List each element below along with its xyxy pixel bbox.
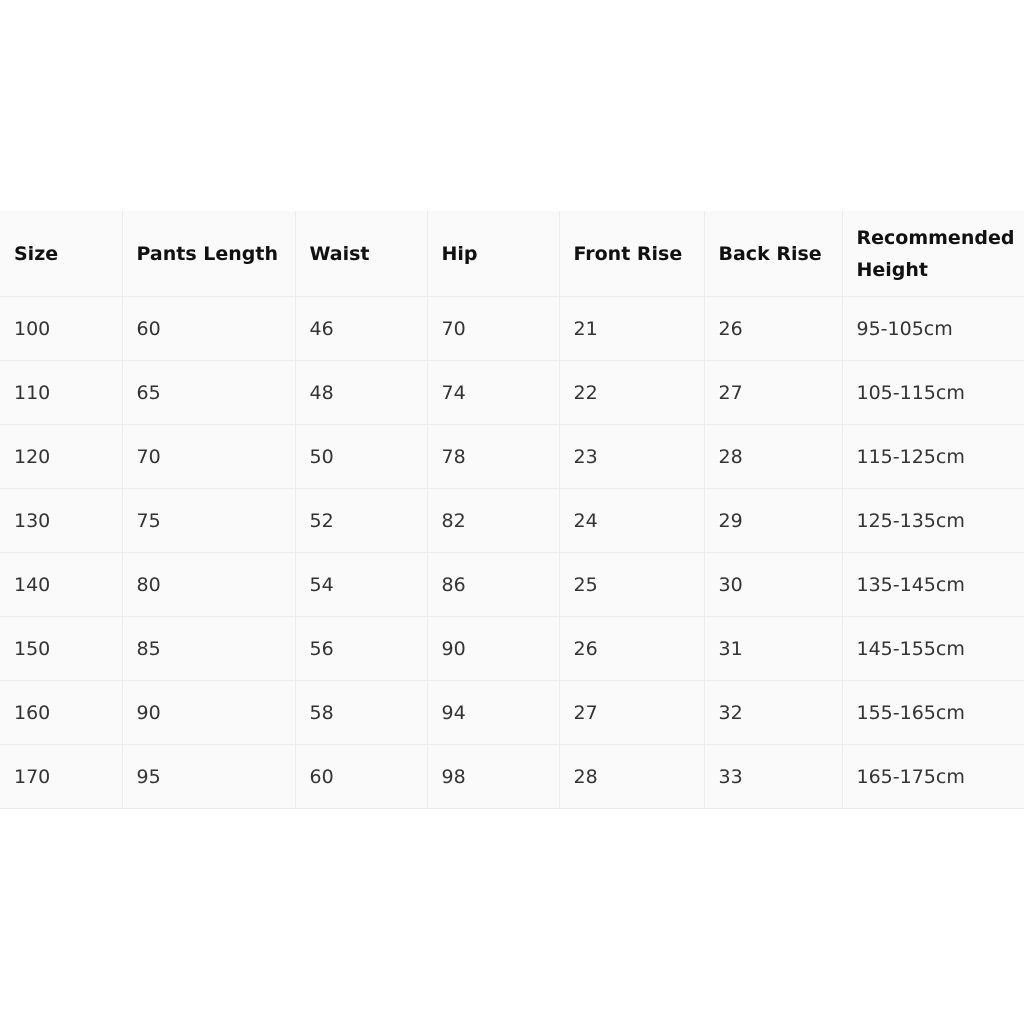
table-header: [0, 211, 1024, 297]
cell-recommended-height: 155-165cm: [842, 681, 1024, 745]
cell-front-rise: 23: [559, 425, 704, 489]
table-row: [0, 361, 1024, 425]
cell-front-rise: 24: [559, 489, 704, 553]
header-hip: Hip: [427, 211, 559, 297]
cell-recommended-height: 145-155cm: [842, 617, 1024, 681]
header-recommended-height: Recommended Height: [842, 211, 1024, 297]
cell-hip: 74: [427, 361, 559, 425]
cell-size: 100: [0, 297, 122, 361]
cell-waist: 48: [295, 361, 427, 425]
table-row: [0, 681, 1024, 745]
cell-waist: 58: [295, 681, 427, 745]
cell-pants-length: 75: [122, 489, 295, 553]
cell-hip: 94: [427, 681, 559, 745]
header-front-rise: Front Rise: [559, 211, 704, 297]
table-row: [0, 489, 1024, 553]
cell-recommended-height: 95-105cm: [842, 297, 1024, 361]
cell-back-rise: 27: [704, 361, 842, 425]
table-row: [0, 425, 1024, 489]
cell-pants-length: 70: [122, 425, 295, 489]
cell-size: 170: [0, 745, 122, 809]
cell-back-rise: 30: [704, 553, 842, 617]
table-row: [0, 617, 1024, 681]
cell-pants-length: 95: [122, 745, 295, 809]
cell-pants-length: 90: [122, 681, 295, 745]
cell-size: 130: [0, 489, 122, 553]
cell-pants-length: 65: [122, 361, 295, 425]
cell-size: 120: [0, 425, 122, 489]
cell-hip: 70: [427, 297, 559, 361]
cell-back-rise: 33: [704, 745, 842, 809]
cell-hip: 98: [427, 745, 559, 809]
cell-waist: 52: [295, 489, 427, 553]
cell-back-rise: 32: [704, 681, 842, 745]
cell-front-rise: 27: [559, 681, 704, 745]
header-pants-length: Pants Length: [122, 211, 295, 297]
cell-front-rise: 26: [559, 617, 704, 681]
cell-size: 160: [0, 681, 122, 745]
cell-recommended-height: 125-135cm: [842, 489, 1024, 553]
cell-pants-length: 80: [122, 553, 295, 617]
cell-hip: 86: [427, 553, 559, 617]
cell-front-rise: 21: [559, 297, 704, 361]
cell-hip: 78: [427, 425, 559, 489]
cell-back-rise: 31: [704, 617, 842, 681]
cell-waist: 60: [295, 745, 427, 809]
cell-front-rise: 25: [559, 553, 704, 617]
cell-waist: 46: [295, 297, 427, 361]
header-row: [0, 211, 1024, 297]
header-size: Size: [0, 211, 122, 297]
table-row: [0, 553, 1024, 617]
cell-recommended-height: 165-175cm: [842, 745, 1024, 809]
cell-back-rise: 26: [704, 297, 842, 361]
cell-front-rise: 28: [559, 745, 704, 809]
cell-waist: 54: [295, 553, 427, 617]
cell-pants-length: 85: [122, 617, 295, 681]
cell-recommended-height: 115-125cm: [842, 425, 1024, 489]
cell-waist: 50: [295, 425, 427, 489]
header-waist: Waist: [295, 211, 427, 297]
header-back-rise: Back Rise: [704, 211, 842, 297]
size-chart-table: [0, 211, 1024, 809]
cell-hip: 90: [427, 617, 559, 681]
table-row: [0, 297, 1024, 361]
cell-waist: 56: [295, 617, 427, 681]
cell-size: 110: [0, 361, 122, 425]
cell-back-rise: 28: [704, 425, 842, 489]
cell-recommended-height: 105-115cm: [842, 361, 1024, 425]
cell-recommended-height: 135-145cm: [842, 553, 1024, 617]
cell-size: 140: [0, 553, 122, 617]
cell-size: 150: [0, 617, 122, 681]
table-body: [0, 297, 1024, 809]
cell-pants-length: 60: [122, 297, 295, 361]
cell-back-rise: 29: [704, 489, 842, 553]
table-row: [0, 745, 1024, 809]
cell-hip: 82: [427, 489, 559, 553]
cell-front-rise: 22: [559, 361, 704, 425]
